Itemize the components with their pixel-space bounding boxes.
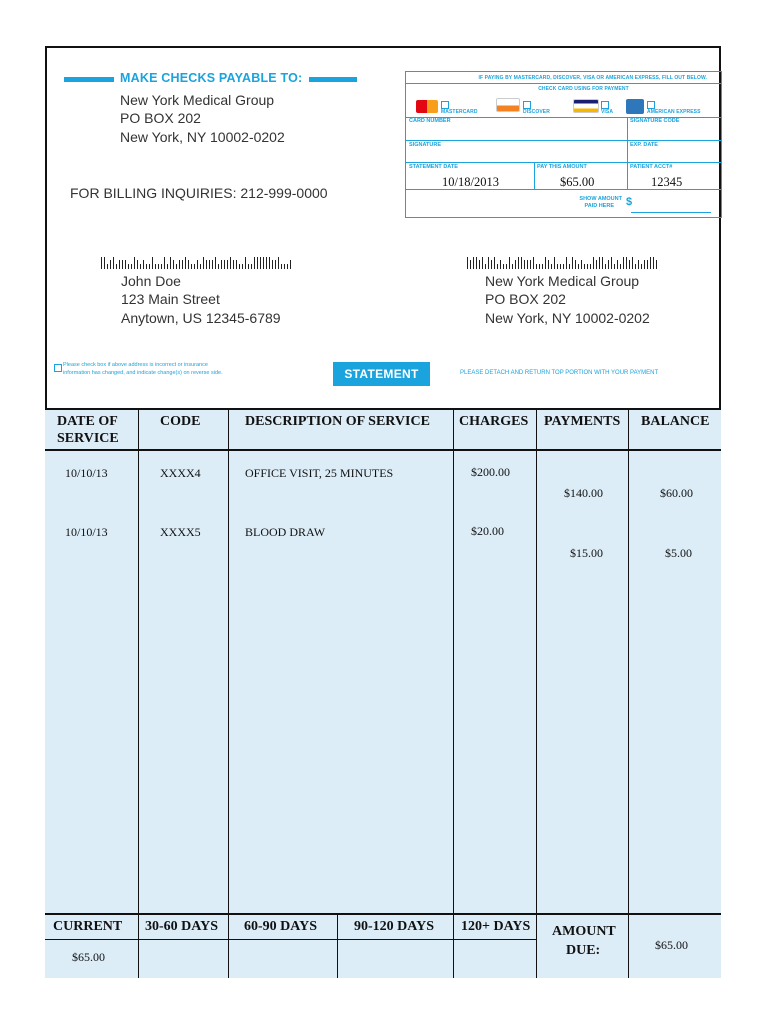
barcode-bar	[473, 257, 474, 269]
payee-city: New York, NY 10002-0202	[120, 129, 285, 145]
barcode-bar	[524, 260, 525, 269]
header-description: DESCRIPTION OF SERVICE	[245, 414, 430, 429]
table-divider	[628, 408, 629, 913]
barcode-bar	[131, 264, 132, 269]
barcode-bar	[146, 264, 147, 269]
show-amount-line2: PAID HERE	[584, 203, 614, 209]
barcode-bar	[503, 264, 504, 269]
form-divider	[627, 140, 628, 162]
barcode-bar	[278, 257, 279, 269]
discover-logo-icon	[496, 98, 520, 112]
patient-street: 123 Main Street	[121, 291, 220, 307]
heading-rule-left	[64, 77, 114, 82]
aging-30-60-header: 30-60 DAYS	[145, 919, 218, 934]
return-name: New York Medical Group	[485, 273, 640, 289]
row2-balance: $5.00	[665, 546, 692, 560]
barcode-bar	[653, 257, 654, 269]
barcode-bar	[533, 257, 534, 269]
form-divider	[627, 162, 628, 189]
barcode-bar	[122, 260, 123, 269]
amount-due-value: $65.00	[655, 938, 688, 952]
address-change-checkbox[interactable]	[54, 364, 62, 372]
barcode-bar	[266, 257, 267, 269]
heading-rule-right	[309, 77, 357, 82]
barcode-bar	[164, 257, 165, 269]
barcode-bar	[614, 264, 615, 269]
barcode-bar	[137, 260, 138, 269]
barcode-bar	[545, 257, 546, 269]
barcode-bar	[125, 260, 126, 269]
table-rule	[45, 449, 721, 451]
barcode-bar	[593, 257, 594, 269]
barcode-bar	[518, 257, 519, 269]
barcode-bar	[206, 260, 207, 269]
barcode-bar	[104, 257, 105, 269]
barcode-bar	[242, 264, 243, 269]
barcode-bar	[128, 264, 129, 269]
barcode-bar	[470, 260, 471, 269]
barcode-bar	[587, 264, 588, 269]
mastercard-label: MASTERCARD	[441, 109, 478, 115]
show-amount-line1: SHOW AMOUNT	[579, 196, 622, 202]
aging-90-120-header: 90-120 DAYS	[354, 919, 434, 934]
barcode-bar	[542, 264, 543, 269]
card-instruction: IF PAYING BY MASTERCARD, DISCOVER, VISA OR AMERICAN EXPRESS, FILL OUT BELOW.	[478, 75, 707, 81]
barcode-bar	[215, 257, 216, 269]
barcode-bar	[563, 264, 564, 269]
barcode-bar	[248, 264, 249, 269]
pay-amount-value: $65.00	[560, 175, 595, 189]
return-city: New York, NY 10002-0202	[485, 310, 650, 326]
table-rule	[45, 939, 536, 940]
amount-due-label-line1: AMOUNT	[552, 924, 616, 939]
row1-balance: $60.00	[660, 486, 693, 500]
return-street: PO BOX 202	[485, 291, 566, 307]
amex-checkbox[interactable]	[647, 101, 655, 109]
barcode-bar	[557, 264, 558, 269]
barcode-bar	[233, 260, 234, 269]
barcode-bar	[176, 264, 177, 269]
amount-due-label-line2: DUE:	[566, 943, 601, 958]
barcode-bar	[500, 260, 501, 269]
barcode-bar	[173, 260, 174, 269]
barcode-bar	[212, 260, 213, 269]
signature-label: SIGNATURE	[409, 142, 441, 148]
barcode-bar	[230, 257, 231, 269]
form-divider	[627, 117, 628, 140]
barcode-bar	[272, 260, 273, 269]
barcode-bar	[254, 257, 255, 269]
form-rule	[406, 189, 721, 190]
table-rule	[45, 913, 721, 915]
row1-description: OFFICE VISIT, 25 MINUTES	[245, 466, 394, 480]
statement-date-label: STATEMENT DATE	[409, 164, 458, 170]
barcode-bar	[635, 264, 636, 269]
barcode-bar	[560, 264, 561, 269]
row1-date: 10/10/13	[65, 466, 108, 480]
signature-code-label: SIGNATURE CODE	[630, 118, 680, 124]
barcode-bar	[281, 264, 282, 269]
form-rule	[406, 162, 721, 163]
row1-code: XXXX4	[160, 466, 201, 480]
barcode-bar	[239, 264, 240, 269]
barcode-bar	[161, 264, 162, 269]
barcode-bar	[143, 260, 144, 269]
barcode-bar	[581, 260, 582, 269]
barcode-bar	[566, 257, 567, 269]
row2-code: XXXX5	[160, 525, 201, 539]
barcode-bar	[134, 257, 135, 269]
barcode-bar	[227, 260, 228, 269]
barcode-bar	[158, 264, 159, 269]
check-card-text: CHECK CARD USING FOR PAYMENT	[538, 86, 629, 92]
barcode-bar	[110, 260, 111, 269]
amex-logo-icon	[626, 99, 644, 114]
barcode-bar	[476, 257, 477, 269]
barcode-bar	[221, 260, 222, 269]
barcode-bar	[608, 260, 609, 269]
barcode-bar	[245, 257, 246, 269]
barcode-bar	[113, 257, 114, 269]
barcode-bar	[275, 260, 276, 269]
barcode-bar	[638, 260, 639, 269]
amex-label: AMERICAN EXPRESS	[647, 109, 701, 115]
barcode-bar	[188, 260, 189, 269]
barcode-bar	[647, 260, 648, 269]
barcode-bar	[548, 260, 549, 269]
return-barcode	[467, 257, 687, 269]
barcode-bar	[203, 257, 204, 269]
row1-payments: $140.00	[564, 486, 603, 500]
header-payments: PAYMENTS	[544, 414, 621, 429]
barcode-bar	[236, 260, 237, 269]
table-divider	[337, 913, 338, 978]
pay-amount-label: PAY THIS AMOUNT	[537, 164, 587, 170]
detach-instructions: PLEASE DETACH AND RETURN TOP PORTION WITH YOUR PAYMENT	[460, 370, 659, 376]
barcode-bar	[251, 264, 252, 269]
patient-acct-value: 12345	[651, 175, 683, 189]
barcode-bar	[656, 260, 657, 269]
barcode-bar	[149, 264, 150, 269]
barcode-bar	[551, 264, 552, 269]
barcode-bar	[209, 260, 210, 269]
address-note-line2: information has changed, and indicate change(s) on reverse side.	[63, 370, 223, 376]
row2-description: BLOOD DRAW	[245, 525, 326, 539]
barcode-bar	[482, 257, 483, 269]
barcode-bar	[626, 257, 627, 269]
barcode-bar	[605, 264, 606, 269]
barcode-bar	[224, 260, 225, 269]
barcode-bar	[119, 260, 120, 269]
barcode-bar	[260, 257, 261, 269]
barcode-bar	[590, 264, 591, 269]
card-number-label: CARD NUMBER	[409, 118, 451, 124]
barcode-bar	[554, 257, 555, 269]
barcode-bar	[515, 260, 516, 269]
table-rule	[45, 408, 721, 410]
barcode-bar	[497, 264, 498, 269]
barcode-bar	[200, 264, 201, 269]
mastercard-checkbox[interactable]	[441, 101, 449, 109]
discover-checkbox[interactable]	[523, 101, 531, 109]
barcode-bar	[479, 260, 480, 269]
barcode-bar	[101, 257, 102, 269]
barcode-bar	[191, 264, 192, 269]
barcode-bar	[527, 260, 528, 269]
barcode-bar	[506, 264, 507, 269]
barcode-bar	[602, 257, 603, 269]
exp-date-label: EXP. DATE	[630, 142, 658, 148]
statement-date-value: 10/18/2013	[442, 175, 499, 189]
aging-current-value: $65.00	[72, 950, 105, 964]
barcode-bar	[116, 264, 117, 269]
barcode-bar	[140, 264, 141, 269]
barcode-bar	[512, 264, 513, 269]
table-divider	[138, 408, 139, 978]
barcode-bar	[185, 257, 186, 269]
barcode-bar	[218, 264, 219, 269]
barcode-bar	[530, 260, 531, 269]
mastercard-logo-icon	[416, 100, 438, 113]
barcode-bar	[287, 264, 288, 269]
barcode-bar	[152, 257, 153, 269]
row1-charges: $200.00	[471, 465, 510, 479]
visa-logo-icon	[573, 99, 599, 113]
billing-inquiries: FOR BILLING INQUIRIES: 212-999-0000	[70, 185, 328, 201]
barcode-bar	[170, 257, 171, 269]
aging-60-90-header: 60-90 DAYS	[244, 919, 317, 934]
barcode-bar	[488, 257, 489, 269]
barcode-bar	[569, 264, 570, 269]
row2-payments: $15.00	[570, 546, 603, 560]
aging-120-plus-header: 120+ DAYS	[461, 919, 531, 934]
address-note-line1: Please check box if above address is incorrect or insurance	[63, 362, 208, 368]
barcode-bar	[599, 257, 600, 269]
barcode-bar	[509, 257, 510, 269]
form-rule	[406, 140, 721, 141]
barcode-bar	[485, 264, 486, 269]
barcode-bar	[155, 264, 156, 269]
patient-name: John Doe	[121, 273, 181, 289]
barcode-bar	[269, 257, 270, 269]
amount-paid-field[interactable]	[631, 212, 711, 213]
barcode-bar	[107, 264, 108, 269]
barcode-bar	[575, 260, 576, 269]
visa-label: VISA	[601, 109, 614, 115]
barcode-bar	[167, 264, 168, 269]
barcode-bar	[572, 257, 573, 269]
barcode-bar	[584, 264, 585, 269]
header-balance: BALANCE	[641, 414, 710, 429]
barcode-bar	[290, 260, 291, 269]
patient-city: Anytown, US 12345-6789	[121, 310, 281, 326]
barcode-bar	[578, 264, 579, 269]
barcode-bar	[536, 264, 537, 269]
barcode-bar	[623, 257, 624, 269]
row2-charges: $20.00	[471, 524, 504, 538]
barcode-bar	[521, 257, 522, 269]
barcode-bar	[629, 260, 630, 269]
header-charges: CHARGES	[459, 414, 529, 429]
barcode-bar	[644, 260, 645, 269]
charges-table	[45, 408, 721, 978]
barcode-bar	[197, 260, 198, 269]
visa-checkbox[interactable]	[601, 101, 609, 109]
discover-label: DISCOVER	[523, 109, 550, 115]
form-rule	[406, 83, 721, 84]
barcode-bar	[650, 257, 651, 269]
header-date-line2: SERVICE	[57, 431, 119, 446]
header-date-line1: DATE OF	[57, 414, 118, 429]
row2-date: 10/10/13	[65, 525, 108, 539]
barcode-bar	[539, 264, 540, 269]
barcode-bar	[182, 260, 183, 269]
table-divider	[628, 913, 629, 978]
header-code: CODE	[160, 414, 201, 429]
dollar-sign: $	[626, 196, 633, 208]
barcode-bar	[494, 257, 495, 269]
payee-name: New York Medical Group	[120, 92, 275, 108]
barcode-bar	[263, 257, 264, 269]
table-divider	[228, 408, 229, 978]
barcode-bar	[467, 257, 468, 269]
barcode-bar	[641, 264, 642, 269]
card-payment-form	[405, 71, 722, 218]
table-divider	[453, 408, 454, 978]
statement-badge: STATEMENT	[333, 362, 430, 386]
payee-street: PO BOX 202	[120, 110, 201, 126]
make-checks-heading: MAKE CHECKS PAYABLE TO:	[120, 71, 303, 85]
barcode-bar	[491, 260, 492, 269]
barcode-bar	[257, 257, 258, 269]
barcode-bar	[632, 257, 633, 269]
patient-acct-label: PATIENT ACCT#	[630, 164, 673, 170]
form-divider	[534, 162, 535, 189]
barcode-bar	[596, 260, 597, 269]
barcode-bar	[179, 260, 180, 269]
barcode-bar	[194, 264, 195, 269]
aging-current-header: CURRENT	[53, 919, 123, 934]
table-divider	[536, 408, 537, 978]
barcode-bar	[620, 264, 621, 269]
barcode-bar	[284, 264, 285, 269]
barcode-bar	[617, 260, 618, 269]
patient-barcode	[101, 257, 321, 269]
barcode-bar	[611, 257, 612, 269]
